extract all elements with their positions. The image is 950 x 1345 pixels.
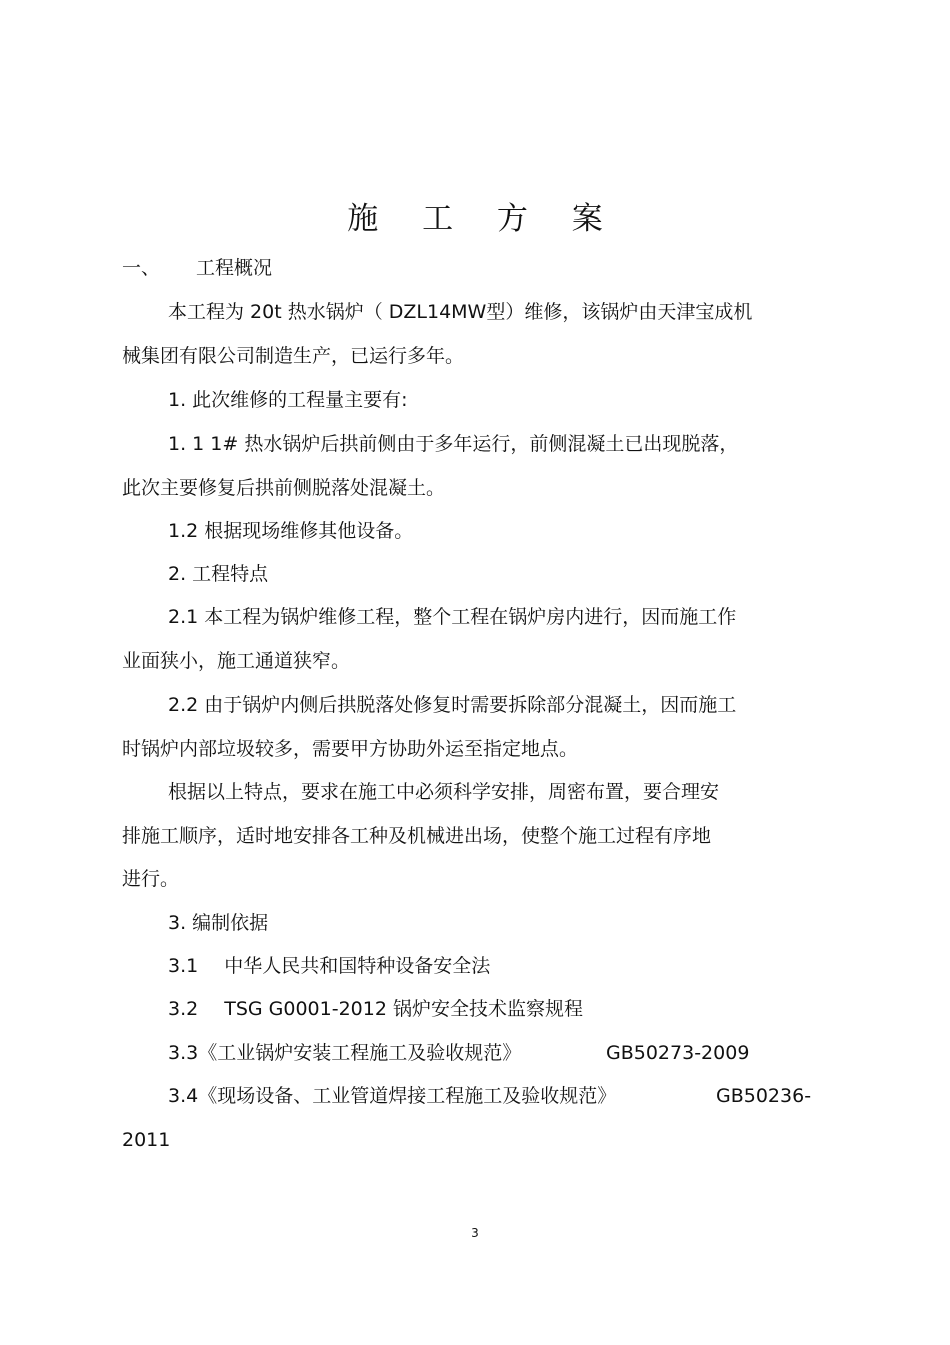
basis-item-text: 《现场设备、工业管道焊接工程施工及验收规范》 [198, 1085, 617, 1107]
basis-item-number: 3.1 [168, 955, 199, 977]
features-item-2-1-line-2: 业面狭小，施工通道狭窄。 [122, 650, 351, 672]
basis-item [168, 954, 490, 978]
basis-item-number: 3.3 [168, 1042, 199, 1064]
features-item-2-2-line-2: 时锅炉内部垃圾较多，需要甲方协助外运至指定地点。 [122, 738, 579, 760]
document-title: 施 工 方 案 [347, 201, 620, 237]
basis-item-text: 中华人民共和国特种设备安全法 [224, 955, 491, 977]
features-item-2-1-line-1: 2.1 本工程为锅炉维修工程，整个工程在锅炉房内进行，因而施工作 [168, 606, 737, 628]
features-summary-line-1: 根据以上特点，要求在施工中必须科学安排，周密布置，要合理安 [168, 781, 720, 803]
overview-line-2: 械集团有限公司制造生产，已运行多年。 [122, 345, 465, 367]
scope-item-1-1-line-2: 此次主要修复后拱前侧脱落处混凝土。 [122, 477, 446, 499]
basis-item [168, 1084, 616, 1108]
basis-item-code: GB50236- [716, 1085, 812, 1107]
scope-heading: 1. 此次维修的工程量主要有: [168, 389, 408, 411]
features-summary-line-2: 排施工顺序，适时地安排各工种及机械进出场，使整个施工过程有序地 [122, 825, 712, 847]
basis-item-number: 3.2 [168, 998, 199, 1020]
basis-item [168, 997, 583, 1021]
features-heading: 2. 工程特点 [168, 563, 269, 585]
scope-item-1-1-line-1: 1. 1 1# 热水锅炉后拱前侧由于多年运行，前侧混凝土已出现脱落， [168, 433, 739, 455]
basis-item-text: 《工业锅炉安装工程施工及验收规范》 [198, 1042, 522, 1064]
features-item-2-2-line-1: 2.2 由于锅炉内侧后拱脱落处修复时需要拆除部分混凝土，因而施工 [168, 694, 737, 716]
basis-heading: 3. 编制依据 [168, 912, 269, 934]
basis-item-number: 3.4 [168, 1085, 199, 1107]
section-1-heading [122, 256, 272, 280]
features-summary-line-3: 进行。 [122, 868, 180, 890]
basis-item [168, 1041, 521, 1065]
section-1-title: 工程概况 [196, 257, 273, 279]
overview-line-1: 本工程为 20t 热水锅炉（ DZL14MW型）维修，该锅炉由天津宝成机 [168, 301, 753, 323]
basis-item-continuation: 2011 [122, 1129, 171, 1151]
basis-item-code: GB50273-2009 [606, 1042, 750, 1064]
section-1-number: 一、 [122, 257, 161, 279]
page-number: 3 [471, 1226, 479, 1240]
basis-item-text: TSG G0001-2012 锅炉安全技术监察规程 [224, 998, 583, 1020]
scope-item-1-2: 1.2 根据现场维修其他设备。 [168, 520, 414, 542]
